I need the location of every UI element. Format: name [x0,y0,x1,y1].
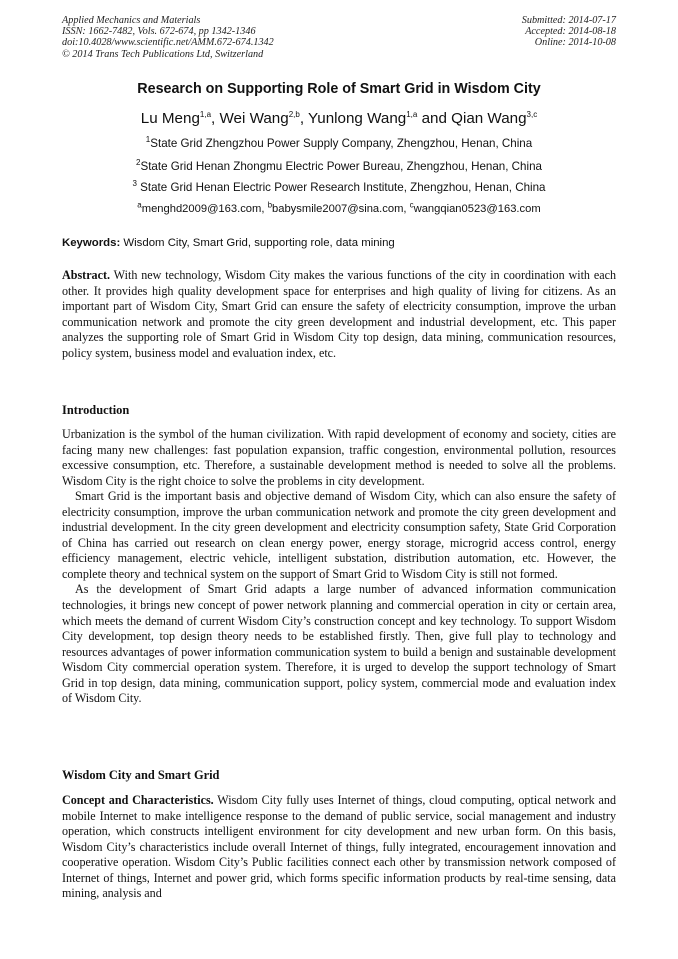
author-affiliation-marker: 1,a [199,109,212,119]
email-marker: a [137,200,142,210]
affiliation-text: State Grid Henan Zhongmu Electric Power Bureau, Zhengzhou, Henan, China [140,160,542,173]
section2-body [62,793,616,902]
copyright-line: © 2014 Trans Tech Publications Ltd, Switzerland [62,48,264,60]
author-list [0,110,678,127]
abstract-paragraph [62,268,616,361]
introduction-body [62,427,616,707]
author-name: Yunlong Wang [307,110,407,127]
email-address[interactable]: menghd2009@163.com [141,203,262,215]
paper-title: Research on Supporting Role of Smart Grid in Wisdom City [137,81,541,97]
concept-lead: Concept and Characteristics. [62,793,214,807]
concept-paragraph [62,793,616,902]
affiliation-text: State Grid Henan Electric Power Research Institute, Zhengzhou, Henan, China [136,181,546,194]
author-name: Qian Wang [451,110,527,127]
affiliation-marker: 1 [145,135,151,145]
author-affiliation-marker: 1,a [406,109,418,119]
affiliation-2 [0,160,678,173]
author-name: Lu Meng [140,110,200,127]
author-affiliation-marker: 3,c [526,109,538,119]
dates-header [522,15,616,49]
email-marker: b [267,200,273,210]
author-separator: , [211,110,220,127]
section-heading-wisdom-city: Wisdom City and Smart Grid [62,768,220,782]
affiliation-text: State Grid Zhengzhou Power Supply Company, Zhengzhou, Henan, China [150,137,533,150]
author-name: Wei Wang [219,110,289,127]
intro-paragraph-3: As the development of Smart Grid adapts a large number of advanced information communication technologies, it brings new concept of power network planning and commercial operation in city or certain area, which meets the demand of current Wisdom City’s construction concept and key technology. To support Wisdom City development, top design theory needs to be established firstly. Then, give full play to technology and resources advantages of power information communication system to build a benign and sustainable development Wisdom City commercial operation system. Therefore, it is urged to develop the support technology of Smart Grid in top design, data mining, communication support, policy system, commercial mode and evaluation index of Wisdom City. [62,582,616,706]
author-conjunction: and [417,110,452,127]
doi-line: doi:10.4028/www.scientific.net/AMM.672-674.1342 [62,37,274,49]
issn-line: ISSN: 1662-7482, Vols. 672-674, pp 1342-1346 [62,26,256,38]
email-separator: , [403,203,410,215]
journal-name: Applied Mechanics and Materials [62,15,201,26]
abstract-text: With new technology, Wisdom City makes the various functions of the city in coordination with each other. It provides high quality development space for enterprises and high quality of living for citizens. As an important part of Wisdom City, Smart Grid can ensure the safety of electricity consumption, improve the urban communication network and promote the city green development and industrial development, etc. This paper analyzes the supporting role of Smart Grid in Wisdom City top design, data mining, communication resources, policy system, business model and evaluation index, etc. [62,268,616,360]
keywords [62,237,395,249]
journal-header [62,15,274,60]
affiliation-3 [0,181,678,194]
affiliation-marker: 2 [136,158,141,168]
affiliation-1 [0,137,678,150]
abstract [62,268,616,361]
submitted-date: Submitted: 2014-07-17 [521,15,616,26]
concept-text: Wisdom City fully uses Internet of things, cloud computing, optical network and mobile Internet to make intelligence response to the demand of public service, social management and industry operation, which constructs intelligent environment for city development and new urban form. On this basis, Wisdom City’s characteristics include overall Internet of things, fully integrated, encouragement innovation and cooperative operation. Wisdom City’s Public facilities connect each other by transmission network composed of Internet of things, Internet and power grid, which forms specific information products by real-time sensing, data mining, analysis and [62,793,616,901]
section-heading-introduction: Introduction [62,403,130,417]
accepted-date: Accepted: 2014-08-18 [525,26,616,38]
email-address[interactable]: babysmile2007@sina.com [272,203,404,215]
email-address[interactable]: wangqian0523@163.com [413,203,541,215]
email-marker: c [409,200,414,210]
abstract-label: Abstract. [62,268,111,282]
email-separator: , [261,203,268,215]
author-affiliation-marker: 2,b [288,109,300,119]
email-list [0,200,678,215]
author-separator: , [299,110,308,127]
keywords-text: Wisdom City, Smart Grid, supporting role, data mining [120,237,395,249]
online-date: Online: 2014-10-08 [534,37,616,49]
keywords-label: Keywords: [62,237,121,249]
intro-paragraph-2: Smart Grid is the important basis and objective demand of Wisdom City, which can also ensure the safety of electricity consumption, improve the urban communication network and promote the city green development and industrial development. In the city green development and electricity consumption safety, State Grid Corporation of China has carried out research on clean energy power, energy storage, microgrid access control, energy efficiency management, electric vehicle, intelligent substation, distribution automation, etc. However, the complete theory and technical system on the support of Smart Grid to Wisdom City is still not formed. [62,489,616,581]
affiliation-marker: 3 [132,179,137,189]
intro-paragraph-1: Urbanization is the symbol of the human civilization. With rapid development of economy and society, cities are facing many new challenges: fast population expansion, traffic congestion, environmental pollution, resources excessive consumption, etc. Therefore, a sustainable development method is needed to solve all the problems. Wisdom City is the right choice to solve the problems in city development. [62,427,616,488]
